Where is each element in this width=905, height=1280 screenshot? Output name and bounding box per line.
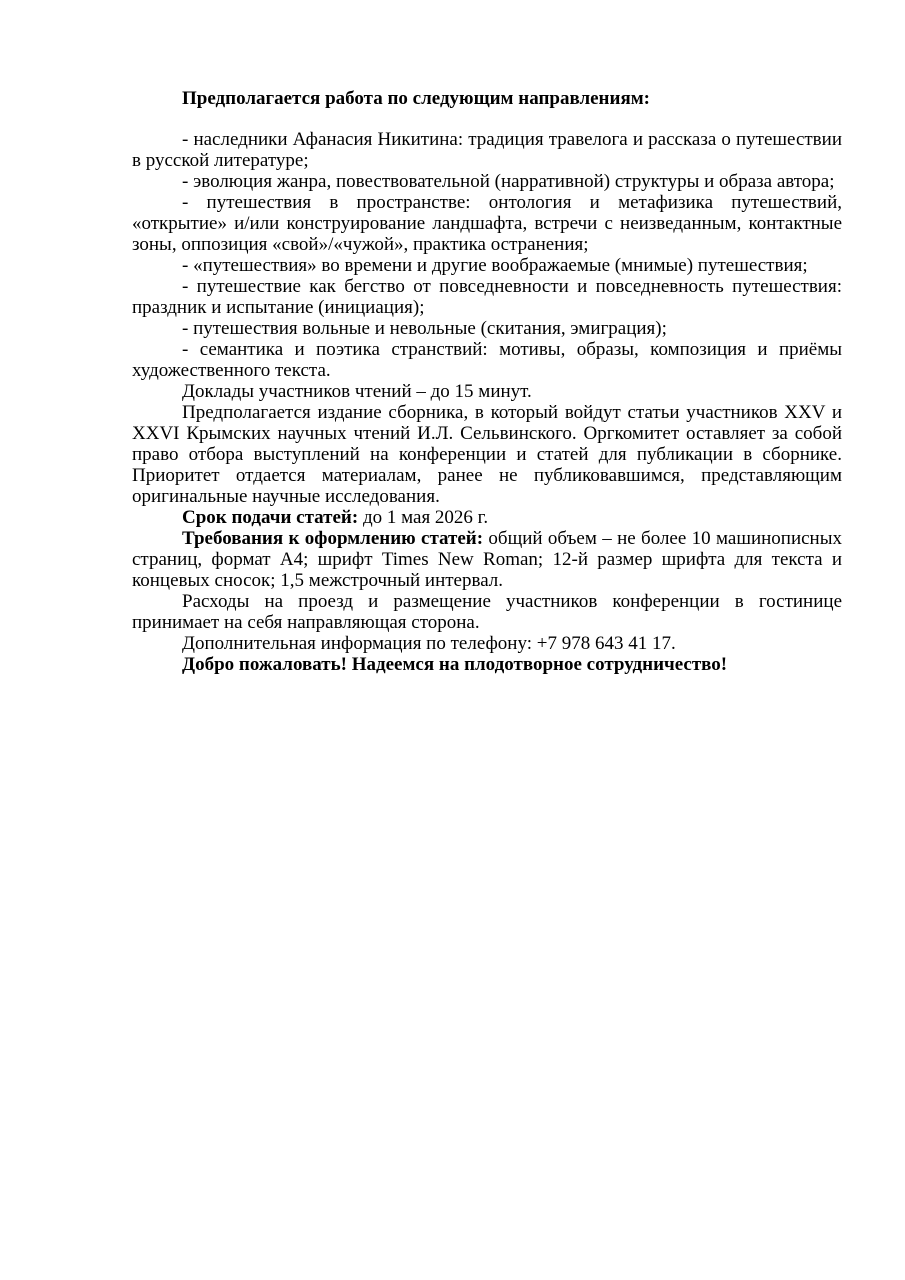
direction-item: - эволюция жанра, повествовательной (нарративной) структуры и образа автора; (182, 171, 835, 192)
requirements-text: общий объем – не более 10 машинописных страниц, формат А4; шрифт Times New Roman; 12-й размер шрифта для текста и концевых сносок; 1,5 межстрочный интервал. (132, 528, 842, 591)
direction-item: - «путешествия» во времени и другие воображаемые (мнимые) путешествия; (182, 255, 808, 276)
requirements-label: Требования к оформлению статей: (182, 528, 484, 549)
welcome-line: Добро пожаловать! Надеемся на плодотворное сотрудничество! (182, 654, 728, 675)
proceedings-paragraph: Предполагается издание сборника, в который войдут статьи участников XXV и XXVI Крымских научных чтений И.Л. Сельвинского. Оргкомитет оставляет за собой право отбора выступлений на конференции и статей для публикации в сборнике. Приоритет отдается материалам, ранее не публиковавшимся, представляющим оригинальные научные исследования. (132, 402, 842, 507)
direction-item: - наследники Афанасия Никитина: традиция травелога и рассказа о путешествии в русской литературе; (132, 129, 842, 171)
document-content (132, 88, 842, 675)
deadline-paragraph (132, 507, 842, 528)
expenses-paragraph: Расходы на проезд и размещение участников конференции в гостинице принимает на себя направляющая сторона. (132, 591, 842, 633)
deadline-label: Срок подачи статей: (182, 507, 359, 528)
deadline-text: до 1 мая 2026 г. (358, 507, 489, 528)
direction-item: - путешествия вольные и невольные (скитания, эмиграция); (182, 318, 667, 339)
talks-duration-paragraph: Доклады участников чтений – до 15 минут. (182, 381, 532, 402)
contact-paragraph: Дополнительная информация по телефону: +7 978 643 41 17. (182, 633, 676, 654)
direction-item: - семантика и поэтика странствий: мотивы, образы, композиция и приёмы художественного текста. (132, 339, 842, 381)
requirements-paragraph (132, 528, 842, 591)
direction-item: - путешествия в пространстве: онтология и метафизика путешествий, «открытие» и/или конструирование ландшафта, встречи с неизведанным, контактные зоны, оппозиция «свой»/«чужой», практика остранения; (132, 192, 842, 255)
direction-item: - путешествие как бегство от повседневности и повседневность путешествия: праздник и испытание (инициация); (132, 276, 842, 318)
directions-heading: Предполагается работа по следующим направлениям: (182, 88, 651, 109)
directions-list (132, 129, 842, 381)
